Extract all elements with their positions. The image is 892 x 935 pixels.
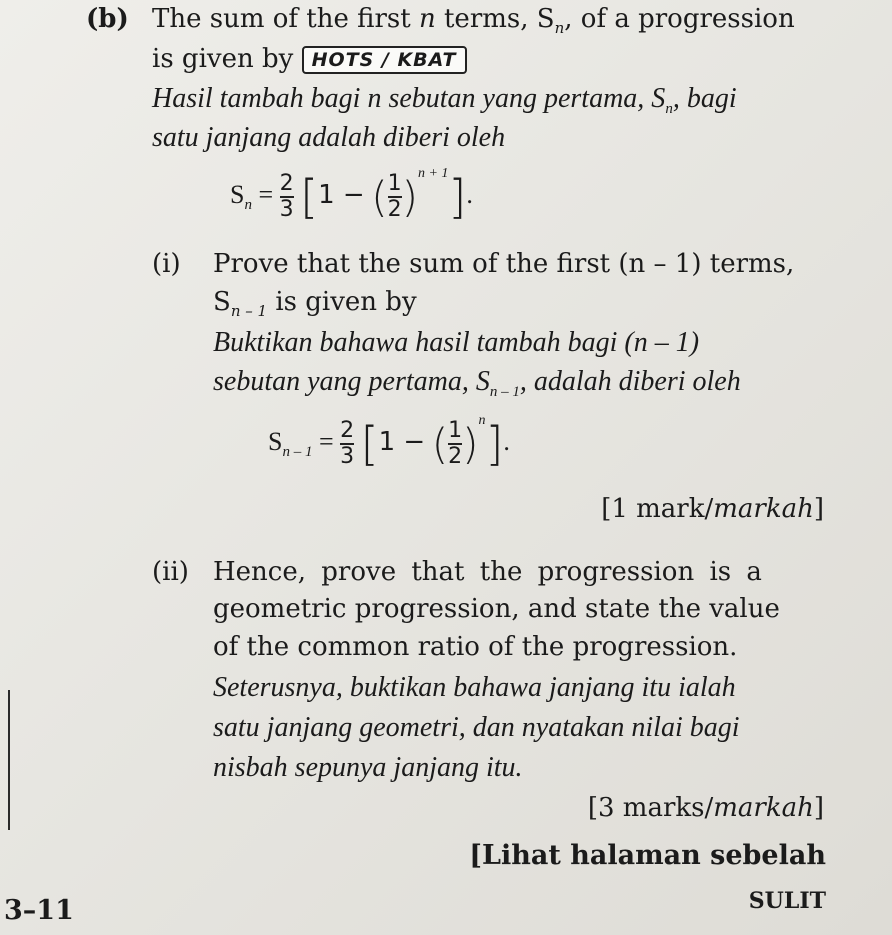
part-ii-my-line1: Seterusnya, buktikan bahawa janjang itu ialah <box>213 672 736 703</box>
part-i-my-line1: Buktikan bahawa hasil tambah bagi (n – 1) <box>213 327 700 358</box>
part-b-intro-my-line2: satu janjang adalah diberi oleh <box>152 122 506 153</box>
part-i-label: (i) <box>152 249 181 279</box>
part-b-label: (b) <box>86 4 129 34</box>
part-i-en-line2: $S_{n - 1}$ is given by <box>213 287 417 320</box>
coef-fraction: $\frac{2}{3}$ <box>340 417 355 470</box>
formula-sn: $S_n$ = $\frac{2}{3}$ [1 − ( $\frac{1}{2}$ )$^{n + 1}$]. <box>230 166 473 225</box>
inner-fraction: $\frac{1}{2}$ <box>387 170 402 223</box>
classification-label: SULIT <box>748 888 826 914</box>
part-ii-en-line1: Hence, prove that the progression is a <box>213 557 762 587</box>
part-ii-en-line3: of the common ratio of the progression. <box>213 632 738 662</box>
next-page-note: [Lihat halaman sebelah <box>469 840 826 871</box>
part-i-marks: [1 mark/markah] <box>601 494 824 524</box>
part-ii-my-line2: satu janjang geometri, dan nyatakan nilai bagi <box>213 712 740 743</box>
part-ii-my-line3: nisbah sepunya janjang itu. <box>213 752 523 783</box>
part-b-intro-en-line2: is given by HOTS / KBAT <box>152 44 467 74</box>
part-i-my-line2: sebutan yang pertama, $S_{n - 1}$, adalah diberi oleh <box>213 366 741 400</box>
coef-fraction: $\frac{2}{3}$ <box>279 170 294 223</box>
margin-rule <box>8 690 10 830</box>
inner-fraction: $\frac{1}{2}$ <box>448 417 463 470</box>
part-ii-label: (ii) <box>152 557 189 587</box>
part-i-en-line1: Prove that the sum of the first (n – 1) terms, <box>213 249 795 279</box>
part-b-intro-my-line1: Hasil tambah bagi n sebutan yang pertama, $S_n$, bagi <box>152 83 737 117</box>
part-b-intro-en-line1: The sum of the first n terms, $S_n$, of a progression <box>152 4 795 37</box>
part-ii-marks: [3 marks/markah] <box>587 793 824 823</box>
part-ii-en-line2: geometric progression, and state the value <box>213 594 780 624</box>
formula-sn-minus-1: $S_{n - 1}$ = $\frac{2}{3}$ [1 − ( $\frac{1}{2}$ )$^n$]. <box>268 413 510 472</box>
page-number: 3–11 <box>4 895 74 926</box>
hots-kbat-badge: HOTS / KBAT <box>302 46 467 74</box>
